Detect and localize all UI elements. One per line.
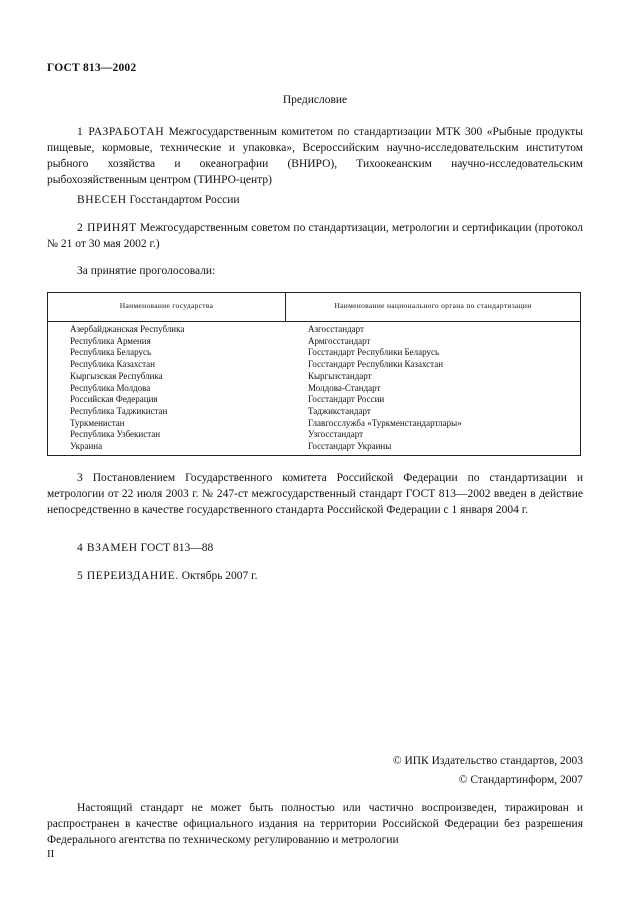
table-cell-body: Азгосстандарт	[308, 324, 364, 334]
section-adopted-lead: 2 ПРИНЯТ	[77, 222, 137, 234]
table-cell-body: Госстандарт Украины	[308, 441, 392, 452]
table-cell-body: Главгосслужба «Туркменстандартлары»	[308, 417, 462, 428]
section-developed	[47, 124, 583, 188]
table-header-state: Наименование государства	[119, 301, 214, 310]
section-developed-text: Межгосударственным комитетом по стандартизации МТК 300 «Рыбные продукты пищевые, кормовые, технические и упаковка», Всероссийским научно-исследовательским институтом рыбного хозяйства и океанографии (ВНИРО), Тихоокеанским научно-исследовательским рыбохозяйственным центром (ТИНРО-центр)	[47, 126, 583, 186]
section-decree: 3 Постановлением Государственного комитета Российской Федерации по стандартизации и метрологии от 22 июля 2003 г. № 247-ст межгосударственный стандарт ГОСТ 813—2002 введен в действие непосредственно в качестве государственного стандарта Российской Федерации с 1 января 2004 г.	[47, 472, 583, 516]
page-number: II	[47, 848, 55, 860]
table-cell-state: Республика Таджикистан	[70, 405, 168, 416]
table-cell-state: Туркменистан	[70, 417, 125, 428]
table-cell-body: Госстандарт Республики Беларусь	[308, 347, 440, 358]
table-cell-body: Таджикстандарт	[308, 405, 371, 416]
table-header-row	[48, 293, 580, 322]
section-reissue-text: Октябрь 2007 г.	[178, 570, 258, 582]
table-cell-state: Российская Федерация	[70, 394, 158, 405]
table-cell-body: Молдова-Стандарт	[308, 382, 381, 393]
copyright-line-1: © ИПК Издательство стандартов, 2003	[392, 755, 583, 767]
section-reissue-lead: 5 ПЕРЕИЗДАНИЕ.	[77, 570, 179, 582]
reproduction-notice: Настоящий стандарт не может быть полностью или частично воспроизведен, тиражирован и распространен в качестве официального издания на территории Российской Федерации без разрешения Федерального агентства по техническому регулированию и метрологии	[47, 802, 583, 846]
table-cell-state: Азербайджанская Республика	[70, 324, 185, 334]
members-table	[47, 292, 581, 456]
document-code: ГОСТ 813—2002	[47, 62, 137, 74]
table-cell-body: Кыргызстандарт	[308, 370, 372, 381]
table-cell-state: Кыргызская Республика	[70, 370, 163, 381]
table-cell-state: Республика Узбекистан	[70, 429, 161, 440]
table-cell-body: Госстандарт Республики Казахстан	[308, 359, 444, 370]
table-cell-state: Республика Молдова	[70, 382, 151, 393]
table-cell-state: Республика Армения	[70, 335, 151, 346]
section-introduced	[47, 192, 583, 208]
table-column-states	[70, 324, 184, 453]
table-cell-body: Узгосстандарт	[308, 429, 364, 440]
section-adopted	[47, 220, 583, 252]
table-cell-state: Республика Казахстан	[70, 359, 155, 370]
section-reissue	[47, 568, 583, 584]
copyright-block	[393, 752, 583, 790]
section-developed-lead: 1 РАЗРАБОТАН	[77, 126, 165, 138]
table-header-body: Наименование национального органа по стандартизации	[334, 301, 532, 310]
table-cell-body: Армгосстандарт	[308, 335, 371, 346]
table-column-bodies	[308, 324, 462, 453]
table-cell-body: Госстандарт России	[308, 394, 385, 405]
table-cell-state: Республика Беларусь	[70, 347, 152, 358]
voted-caption: За принятие проголосовали:	[77, 265, 216, 277]
section-replaces	[47, 540, 583, 556]
copyright-line-2: © Стандартинформ, 2007	[458, 774, 583, 786]
section-introduced-lead: ВНЕСЕН	[77, 194, 127, 206]
table-cell-state: Украина	[70, 441, 103, 452]
section-replaces-text: ГОСТ 813—88	[137, 542, 214, 554]
section-introduced-text: Госстандартом России	[126, 194, 240, 206]
section-replaces-lead: 4 ВЗАМЕН	[77, 542, 138, 554]
section-adopted-text: Межгосударственным советом по стандартизации, метрологии и сертификации (протокол № 21 от 30 мая 2002 г.)	[47, 222, 583, 250]
preface-title: Предисловие	[282, 94, 348, 106]
